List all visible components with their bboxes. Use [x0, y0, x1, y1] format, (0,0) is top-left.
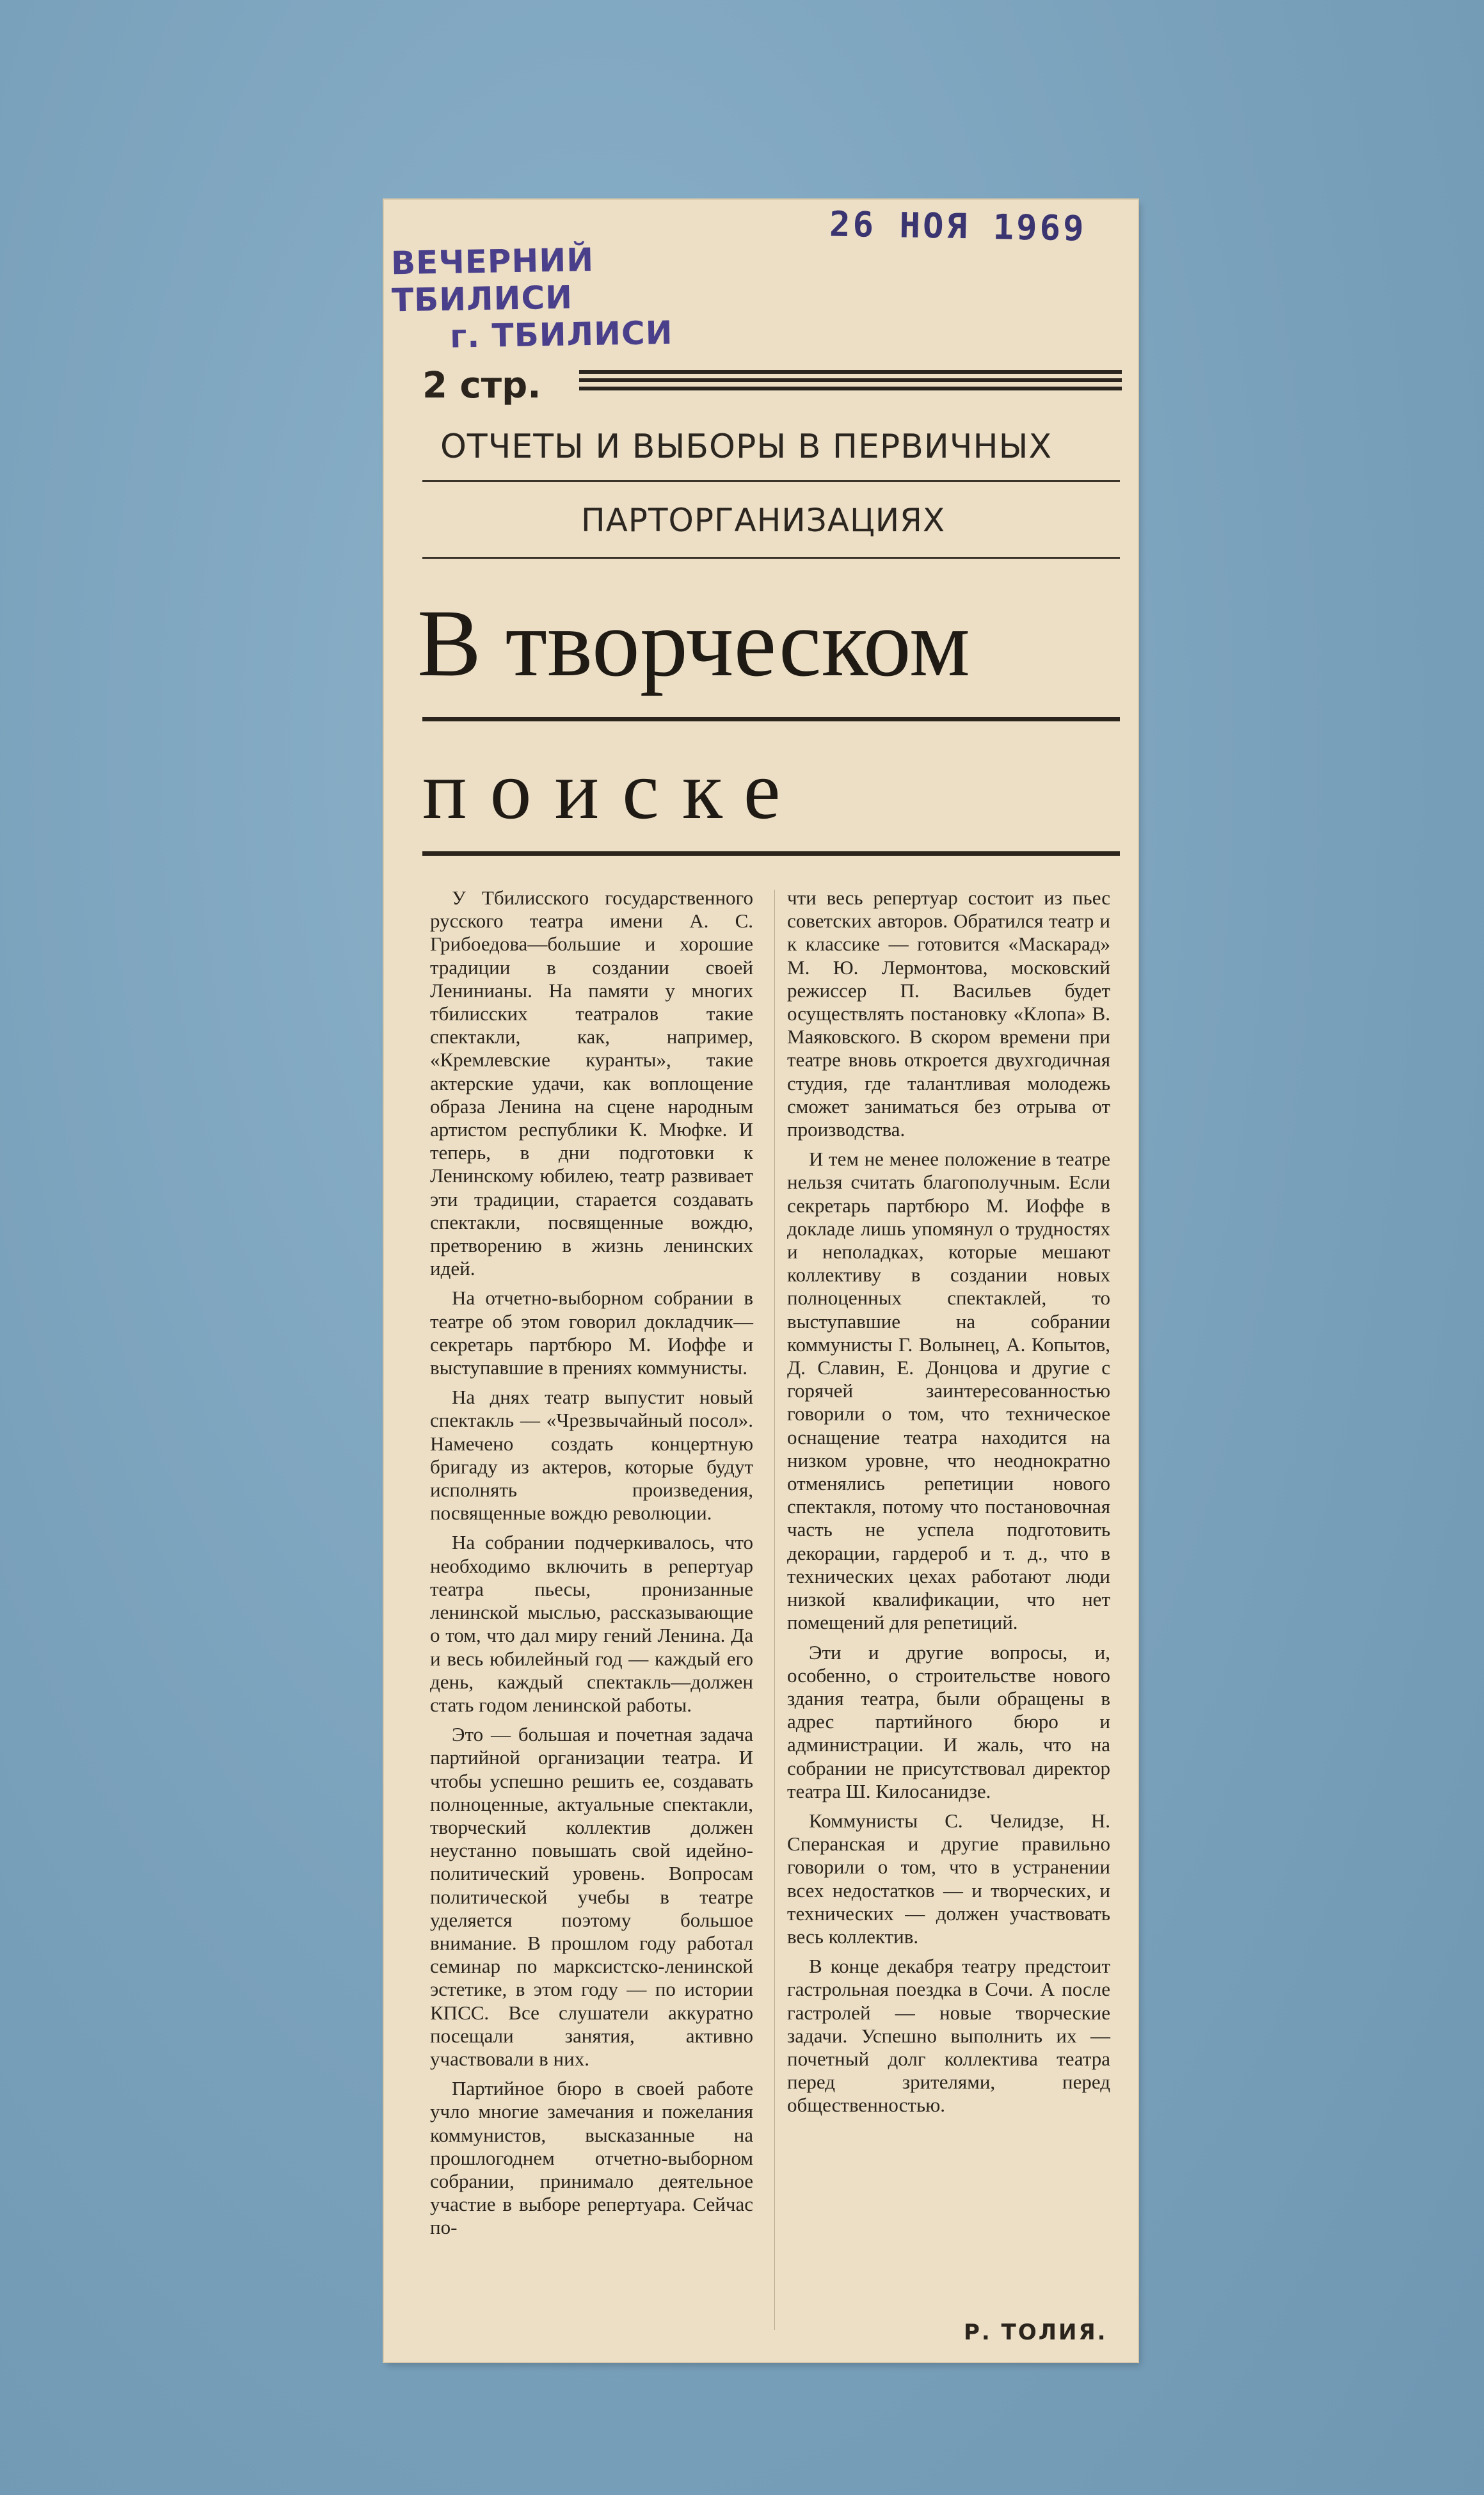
column-separator [774, 890, 775, 2330]
article-paragraph: У Тбилисского государственного русского театра имени А. С. Грибоедова—большие и хорошие традиции в создании своей Ленинианы. На памяти у многих тбилисских театралов такие спектакли, как, например, «Кремлевские куранты», такие актерские удачи, как воплощение образа Ленина на сцене народным артистом республики К. Мюфке. И теперь, в дни подготовки к Ленинскому юбилею, театр развивает эти традиции, старается создавать спектакли, посвященные вождю, претворению в жизнь ленинских идей. [430, 886, 753, 1280]
stamp-paper-name: ВЕЧЕРНИЙ ТБИЛИСИ [390, 241, 594, 319]
article-column-right [787, 886, 1110, 2124]
article-paragraph: Это — большая и почетная задача партийной организации театра. И чтобы успешно решить ее, создавать полноценные, актуальные спектакли, творческий коллектив должен неустанно повышать свой идейно-политический уровень. Вопросам политической учебы в театре уделяется поэтому большое внимание. В прошлом году работал семинар по марксистско-ленинской эстетике, в этом году — по истории КПСС. Все слушатели аккуратно посещали занятия, активно участвовали в них. [430, 1723, 753, 2070]
header-rule [579, 370, 1122, 396]
page-number: 2 стр. [422, 365, 541, 406]
stamp-city: г. ТБИЛИСИ [449, 314, 674, 355]
kicker-divider [422, 557, 1120, 559]
article-paragraph: чти весь репертуар состоит из пьес советских авторов. Обратился театр и к классике — готовится «Маскарад» М. Ю. Лермонтова, московский режиссер П. Васильев будет осуществлять постановку «Клопа» В. Маяковского. В скором времени при театре вновь откроется двухгодичная студия, где талантливая молодежь сможет заниматься без отрыва от производства. [787, 886, 1110, 1141]
article-paragraph: В конце декабря театру предстоит гастрольная поездка в Сочи. А после гастролей — новые творческие задачи. Успешно выполнить их — почетный долг коллектива театра перед зрителями, перед общественностью. [787, 1955, 1110, 2117]
article-paragraph: На днях театр выпустит новый спектакль — «Чрезвычайный посол». Намечено создать концертную бригаду из актеров, которые будут исполнять произведения, посвященные вождю революции. [430, 1386, 753, 1525]
date-stamp: 26 НОЯ 1969 [829, 204, 1087, 249]
author-signature: Р. ТОЛИЯ. [964, 2320, 1108, 2345]
headline-divider [422, 851, 1120, 856]
article-paragraph: Эти и другие вопросы, и, особенно, о строительстве нового здания театра, были обращены в адрес партийного бюро и администрации. И жаль, что на собрании не присутствовал директор театра Ш. Килосанидзе. [787, 1641, 1110, 1802]
section-kicker-line1: ОТЧЕТЫ И ВЫБОРЫ В ПЕРВИЧНЫХ [440, 428, 1053, 466]
newspaper-stamp [391, 239, 713, 357]
headline-line1: В творческом [417, 590, 970, 696]
article-column-left [430, 886, 753, 2246]
article-paragraph: На собрании подчеркивалось, что необходимо включить в репертуар театра пьесы, пронизанные ленинской мыслью, рассказывающие о том, что дал миру гений Ленина. Да и весь юбилейный год — каждый его день, каждый спектакль—должен стать годом ленинской работы. [430, 1531, 753, 1716]
article-paragraph: И тем не менее положение в театре нельзя считать благополучным. Если секретарь партбюро М. Иоффе в докладе лишь упомянул о трудностях и неполадках, которые мешают коллективу в создании новых полноценных спектаклей, то выступавшие на собрании коммунисты Г. Волынец, А. Копытов, Д. Славин, Е. Донцова и другие с горячей заинтересованностью говорили о том, что техническое оснащение театра находится на низком уровне, что неоднократно отменялись репетиции нового спектакля, потому что постановочная часть не успела подготовить декорации, гардероб и т. д., что в технических цехах работают люди низкой квалификации, что нет помещений для репетиций. [787, 1148, 1110, 1634]
section-kicker-line2: ПАРТОРГАНИЗАЦИЯХ [581, 502, 946, 539]
article-paragraph: Партийное бюро в своей работе учло многие замечания и пожелания коммунистов, высказанные на прошлогоднем отчетно-выборном собрании, принимало деятельное участие в выборе репертуара. Сейчас по- [430, 2077, 753, 2239]
kicker-divider [422, 480, 1120, 482]
headline-line2: поиске [422, 744, 804, 837]
article-paragraph: На отчетно-выборном собрании в театре об этом говорил докладчик—секретарь партбюро М. Иоффе и выступавшие в прениях коммунисты. [430, 1287, 753, 1379]
article-paragraph: Коммунисты С. Челидзе, Н. Сперанская и другие правильно говорили о том, что в устранении всех недостатков — и творческих, и технических — должен участвовать весь коллектив. [787, 1809, 1110, 1948]
headline-divider [422, 717, 1120, 721]
